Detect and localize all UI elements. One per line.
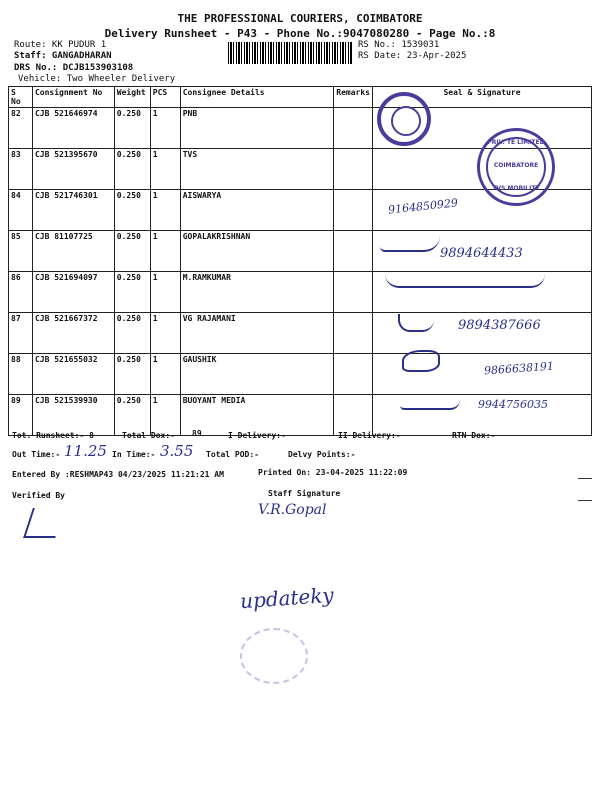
cell-remarks bbox=[334, 395, 373, 436]
cell-sno: 85 bbox=[9, 231, 33, 272]
cell-weight: 0.250 bbox=[114, 272, 150, 313]
cell-consignee: PNB bbox=[180, 108, 334, 149]
handwritten-phone: 9164850929 bbox=[387, 196, 459, 217]
cell-consignment: CJB 81107725 bbox=[32, 231, 114, 272]
cell-weight: 0.250 bbox=[114, 190, 150, 231]
cell-remarks bbox=[334, 190, 373, 231]
out-time-label: Out Time:- bbox=[12, 450, 61, 459]
cell-consignment: CJB 521746301 bbox=[32, 190, 114, 231]
cell-consignee: M.RAMKUMAR bbox=[180, 272, 334, 313]
cell-pcs: 1 bbox=[150, 395, 180, 436]
route-label: Route: KK PUDUR 1 bbox=[14, 40, 107, 50]
drs-number: DRS No.: DCJB153903108 bbox=[14, 63, 134, 73]
cell-consignment: CJB 521694097 bbox=[32, 272, 114, 313]
faded-stamp-icon bbox=[240, 628, 308, 684]
total-dox-value: 89 bbox=[192, 429, 202, 438]
staff-signature-value: V.R.Gopal bbox=[258, 502, 327, 518]
stamp-text-mid: COIMBATORE bbox=[493, 162, 539, 169]
cell-remarks bbox=[334, 108, 373, 149]
signature-scribble-icon bbox=[385, 274, 545, 288]
total-pod-label: Total POD:- bbox=[206, 450, 259, 459]
cell-consignee: GOPALAKRISHNAN bbox=[180, 231, 334, 272]
tvs-mobility-stamp-icon bbox=[477, 128, 555, 206]
ii-delivery-label: II Delivery:- bbox=[338, 431, 401, 440]
barcode-image bbox=[228, 42, 352, 64]
edge-mark bbox=[578, 500, 592, 501]
cell-weight: 0.250 bbox=[114, 395, 150, 436]
cell-pcs: 1 bbox=[150, 190, 180, 231]
cell-consignee: GAUSHIK bbox=[180, 354, 334, 395]
verifier-signature-icon bbox=[23, 508, 65, 538]
cell-weight: 0.250 bbox=[114, 108, 150, 149]
cell-pcs: 1 bbox=[150, 231, 180, 272]
out-time-value: 11.25 bbox=[64, 442, 107, 460]
cell-sno: 83 bbox=[9, 149, 33, 190]
cell-pcs: 1 bbox=[150, 108, 180, 149]
cell-remarks bbox=[334, 149, 373, 190]
col-header: Consignment No bbox=[32, 87, 114, 108]
cell-sno: 84 bbox=[9, 190, 33, 231]
col-header: Remarks bbox=[334, 87, 373, 108]
rs-date: RS Date: 23-Apr-2025 bbox=[358, 51, 467, 61]
cell-weight: 0.250 bbox=[114, 354, 150, 395]
entered-by: Entered By :RESHMAP43 04/23/2025 11:21:21 AM bbox=[12, 470, 224, 479]
handwritten-phone: 9894644433 bbox=[440, 246, 523, 261]
cell-weight: 0.250 bbox=[114, 149, 150, 190]
cell-consignment: CJB 521539930 bbox=[32, 395, 114, 436]
in-time-label: In Time:- bbox=[112, 450, 156, 459]
signature-scribble-icon bbox=[400, 400, 460, 410]
cell-consignee: BUOYANT MEDIA bbox=[180, 395, 334, 436]
col-header: Consignee Details bbox=[180, 87, 334, 108]
signature-scribble-icon bbox=[380, 236, 440, 252]
total-runsheet: Tot. Runsheet:- 8 bbox=[12, 431, 94, 440]
cell-consignment: CJB 521395670 bbox=[32, 149, 114, 190]
rtn-dox-label: RTN Dox:- bbox=[452, 431, 496, 440]
cell-consignment: CJB 521655032 bbox=[32, 354, 114, 395]
verified-by-label: Verified By bbox=[12, 491, 65, 500]
cell-consignment: CJB 521667372 bbox=[32, 313, 114, 354]
rs-number: RS No.: 1539031 bbox=[358, 40, 440, 50]
col-header: Weight bbox=[114, 87, 150, 108]
vehicle-label: Vehicle: Two Wheeler Delivery bbox=[18, 74, 176, 84]
handwritten-phone: 9944756035 bbox=[478, 398, 548, 411]
i-delivery-label: I Delivery:- bbox=[228, 431, 286, 440]
cell-consignee: AISWARYA bbox=[180, 190, 334, 231]
cell-sno: 86 bbox=[9, 272, 33, 313]
runsheet-subtitle: Delivery Runsheet - P43 - Phone No.:9047080280 - Page No.:8 bbox=[104, 27, 496, 40]
cell-sno: 87 bbox=[9, 313, 33, 354]
signature-scribble-icon bbox=[402, 350, 440, 372]
cell-pcs: 1 bbox=[150, 354, 180, 395]
cell-consignee: TVS bbox=[180, 149, 334, 190]
delvy-points-label: Delvy Points:- bbox=[288, 450, 356, 459]
cell-sno: 89 bbox=[9, 395, 33, 436]
table-header-row bbox=[9, 87, 592, 108]
staff-label: Staff: GANGADHARAN bbox=[14, 51, 112, 61]
handwritten-phone: 9866638191 bbox=[483, 359, 555, 378]
signature-scribble-icon bbox=[398, 314, 434, 332]
cell-remarks bbox=[334, 272, 373, 313]
stamp-text-top: PRIV. TE LIMITED bbox=[487, 139, 545, 146]
cell-pcs: 1 bbox=[150, 149, 180, 190]
cell-pcs: 1 bbox=[150, 272, 180, 313]
staff-signature-label: Staff Signature bbox=[268, 489, 341, 498]
in-time-value: 3.55 bbox=[160, 442, 194, 460]
cell-sno: 88 bbox=[9, 354, 33, 395]
printed-on: Printed On: 23-04-2025 11:22:09 bbox=[258, 468, 408, 477]
cell-weight: 0.250 bbox=[114, 231, 150, 272]
company-title: THE PROFESSIONAL COURIERS, COIMBATORE bbox=[177, 12, 423, 25]
company-seal-icon bbox=[377, 92, 431, 146]
cell-sno: 82 bbox=[9, 108, 33, 149]
col-header: PCS bbox=[150, 87, 180, 108]
total-dox-label: Total Dox:- bbox=[122, 431, 175, 440]
col-header: S No bbox=[9, 87, 33, 108]
cell-remarks bbox=[334, 354, 373, 395]
edge-mark bbox=[578, 478, 592, 479]
cell-remarks bbox=[334, 231, 373, 272]
cell-pcs: 1 bbox=[150, 313, 180, 354]
handwritten-note: updateky bbox=[239, 582, 335, 614]
cell-consignee: VG RAJAMANI bbox=[180, 313, 334, 354]
cell-consignment: CJB 521646974 bbox=[32, 108, 114, 149]
cell-remarks bbox=[334, 313, 373, 354]
handwritten-phone: 9894387666 bbox=[458, 318, 541, 333]
col-header: Seal & Signature bbox=[372, 87, 591, 108]
stamp-text-bottom: TVS MOBILITY bbox=[492, 185, 540, 192]
cell-weight: 0.250 bbox=[114, 313, 150, 354]
